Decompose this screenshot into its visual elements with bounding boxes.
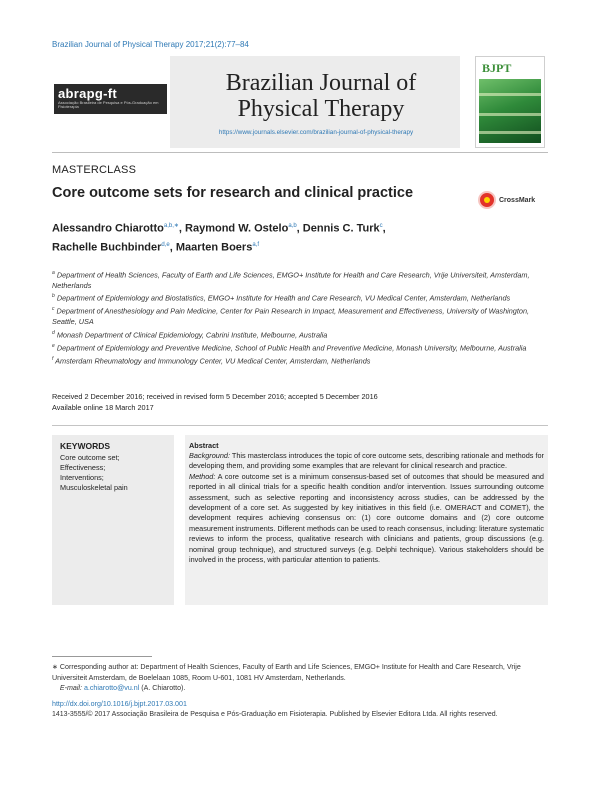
email-label: E-mail: (59, 684, 82, 692)
author-name[interactable]: Rachelle Buchbinder (52, 241, 162, 254)
affiliation-item: $^c$ Department of Anesthesiology and Pain Medicine, Center for Pain Research in Impact, Measurement and Effectiveness, University of Washington, Seattle, USA (52, 306, 530, 327)
section-label: MASTERCLASS (52, 164, 137, 176)
affiliation-item: $^b$ Department of Epidemiology and Biostatistics, EMGO+ Institute for Health and Care Research, VU Medical Center, Amsterdam, Netherlands (52, 293, 511, 303)
affiliation-item: $^d$ Monash Department of Clinical Epidemiology, Cabrini Institute, Melbourne, Australia (52, 329, 328, 340)
affiliation-item: $^f$ Amsterdam Rheumatology and Immunology Center, VU Medical Center, Amsterdam, Netherlands (52, 355, 371, 366)
journal-url-link[interactable]: https://www.journals.elsevier.com/brazilian-journal-of-physical-therapy (218, 129, 414, 136)
author-affil-ref[interactable]: d,e (161, 241, 170, 248)
abstract-background: Background: This masterclass introduces the topic of core outcome sets, describing rationale and methods for developing them, and providing some examples that are relevant for clinical research and practice. (189, 451, 544, 471)
abstract-divider (52, 425, 548, 426)
journal-name-line1: Brazilian Journal of (225, 70, 417, 96)
affiliation-item: $^a$ Department of Health Sciences, Faculty of Earth and Life Sciences, EMGO+ Institute for Health and Care Research, Vrije Universiteit, Amsterdam, Netherlands (52, 270, 530, 290)
article-title: Core outcome sets for research and clinical practice (52, 185, 414, 201)
affiliation-item: $^e$ Department of Epidemiology and Preventive Medicine, School of Public Health and Preventive Medicine, Monash University, Melbourne, Australia (52, 342, 527, 353)
author-name[interactable]: Alessandro Chiarotto (52, 222, 164, 235)
keyword-item: Interventions; (60, 473, 104, 482)
keyword-item: Effectiveness; (60, 463, 106, 472)
header-divider (52, 152, 548, 153)
article-history (52, 391, 548, 413)
cover-art (479, 79, 541, 143)
keywords-heading: KEYWORDS (60, 441, 111, 451)
history-dates: Received 2 December 2016; received in revised form 5 December 2016; accepted 5 December 2016 (52, 392, 378, 401)
abstract-method: Method: A core outcome set is a minimum consensus-based set of outcomes that should be measured and reported in all clinical trials for a specific health condition and/or intervention. Issues surrounding outcome assessment, such as selective reporting and inconsistency across studies, can be addressed by the development of a core set. As suggested by key initiatives in this field (i.e. OMERACT and COMET), the development requires achieving consensus on: (1) core outcome domains and (2) core outcome measurement instruments. Different methods can be used to reach consensus, including: literature systematic reviews to inform the process, qualitative research with clinicians and patients, group discussions (e.g. nominal group technique), and structured surveys (e.g. Delphi technique). Various stakeholders should be involved in the process, with particular attention to patients. (189, 471, 544, 565)
keyword-item: Core outcome set; (60, 453, 120, 462)
history-online: Available online 18 March 2017 (52, 403, 154, 412)
journal-citation[interactable]: Brazilian Journal of Physical Therapy 2017;21(2):77–84 (52, 40, 249, 49)
doi-link[interactable]: http://dx.doi.org/10.1016/j.bjpt.2017.03.001 (52, 700, 187, 708)
author-name[interactable]: Maarten Boers (175, 241, 253, 254)
journal-name (196, 70, 446, 122)
author-name[interactable]: Raymond W. Ostelo (185, 222, 289, 235)
author-affil-ref[interactable]: a,f (252, 241, 259, 248)
crossmark-icon (478, 191, 496, 209)
footnote-divider (52, 656, 152, 657)
journal-cover-image (475, 56, 545, 148)
cover-title: BJPT (482, 61, 512, 75)
keywords-box (52, 435, 174, 605)
author-list: Alessandro Chiarotto$^{a,b,∗}$, Raymond W. Ostelo$^{a,b}$, Dennis C. Turk$^c$, Rachelle Buchbinder$^{d,e}$, Maarten Boers$^{a,f}$ (52, 222, 386, 254)
author-affil-ref[interactable]: c (379, 223, 383, 229)
author-affil-ref[interactable]: a,b,∗ (163, 223, 179, 229)
email-link[interactable]: a.chiarotto@vu.nl (83, 684, 140, 692)
author-affil-ref[interactable]: a,b (288, 223, 297, 229)
abrapg-logo-brand: abrapg-ft (58, 86, 118, 101)
copyright-line: 1413-3555/© 2017 Associação Brasileira de Pesquisa e Pós-Graduação em Fisioterapia. Published by Elsevier Editora Ltda. All rights reserved. (52, 711, 498, 718)
affiliation-list (52, 268, 548, 367)
crossmark-label: CrossMark (499, 196, 536, 204)
abrapg-logo-tagline: Associação Brasileira de Pesquisa e Pós-Graduação em Fisioterapia (58, 100, 159, 110)
abstract-heading: Abstract (189, 441, 219, 450)
author-name[interactable]: Dennis C. Turk (302, 222, 380, 235)
crossmark-badge[interactable] (478, 191, 535, 209)
corresponding-author-note: ∗ Corresponding author at: Department of Health Sciences, Faculty of Earth and Life Sciences, EMGO+ Institute for Health and Care Research, Vrije Universiteit Amsterdam, de Boelelaan 1085, Room U-601, 1081 HV Amsterdam, Netherlands. E-mail: a.chiarotto@vu.nl (A. Chiarotto). (52, 663, 521, 692)
journal-name-line2: Physical Therapy (237, 96, 405, 122)
abrapg-logo (54, 84, 167, 114)
keyword-item: Musculoskeletal pain (60, 483, 128, 492)
abstract-box (185, 435, 548, 605)
